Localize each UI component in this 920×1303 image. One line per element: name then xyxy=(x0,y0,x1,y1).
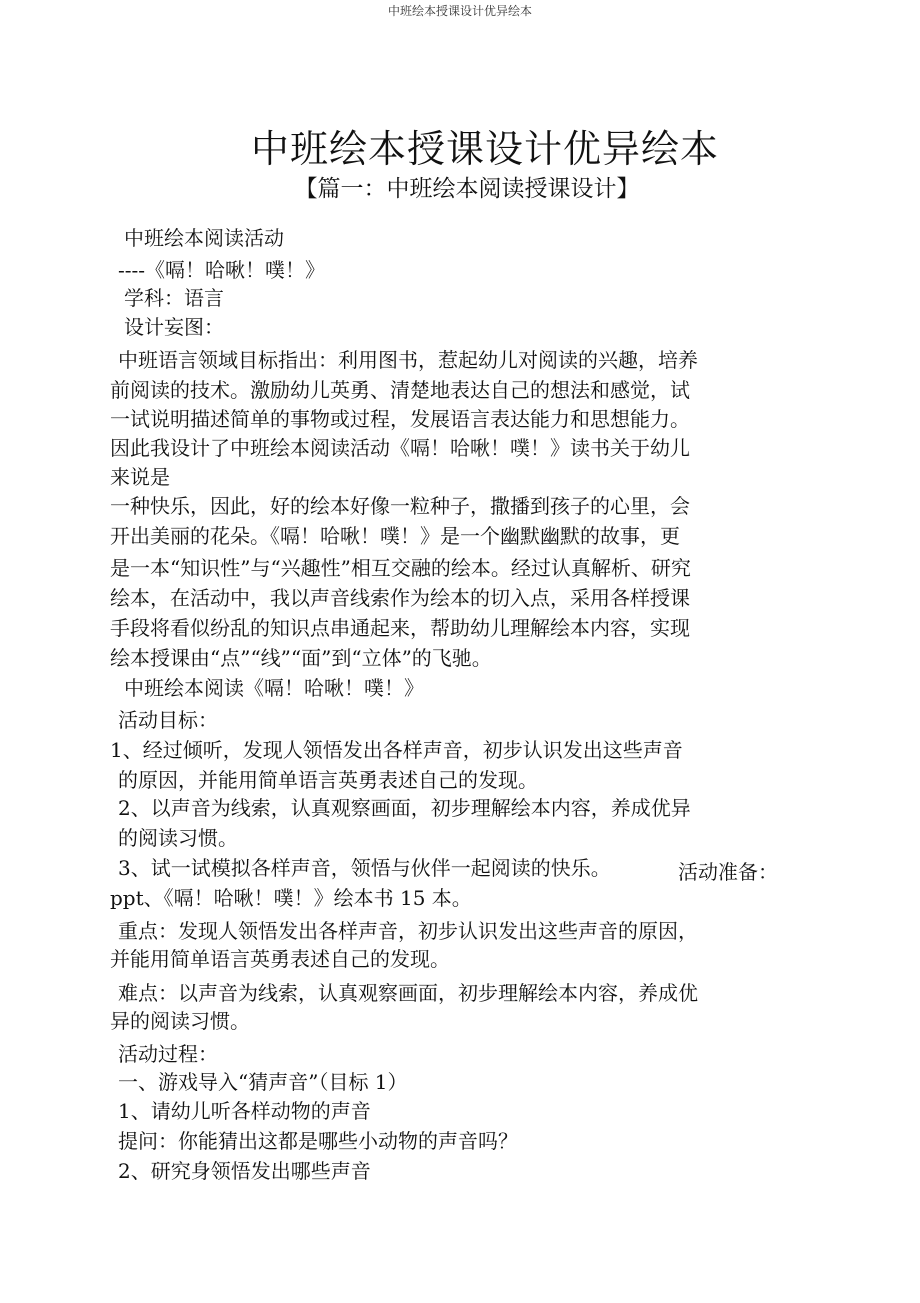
paragraph-line: 前阅读的技术。激励幼儿英勇、清楚地表达自己的想法和感觉，试 xyxy=(110,378,690,402)
paragraph-line: 中班语言领域目标指出：利用图书，惹起幼儿对阅读的兴趣，培养 xyxy=(118,348,698,372)
paragraph-line: 的原因，并能用简单语言英勇表述自己的发现。 xyxy=(118,768,538,792)
paragraph-line: 活动过程： xyxy=(118,1042,218,1066)
paragraph-line: 3、试一试模拟各样声音，领悟与伙伴一起阅读的快乐。 xyxy=(118,856,611,880)
paragraph-line: 开出美丽的花朵。《嗝！哈啾！噗！》是一个幽默幽默的故事，更 xyxy=(110,524,680,548)
paragraph-line: 提问：你能猜出这都是哪些小动物的声音吗？ xyxy=(118,1129,518,1153)
paragraph-line: 来说是 xyxy=(110,465,170,489)
paragraph-line: 绘本授课由“点”“线”“面”到“立体”的飞驰。 xyxy=(110,646,492,670)
paragraph-line: 一种快乐，因此，好的绘本好像一粒种子，撒播到孩子的心里，会 xyxy=(110,494,690,518)
paragraph-line: 2、研究身领悟发出哪些声音 xyxy=(118,1159,371,1183)
paragraph-line: ppt、《嗝！哈啾！噗！》绘本书 15 本。 xyxy=(110,886,472,910)
paragraph-line: 活动目标： xyxy=(118,708,218,732)
paragraph-line: ----《嗝！哈啾！噗！》 xyxy=(118,258,326,282)
paragraph-line: 难点：以声音为线索，认真观察画面，初步理解绘本内容，养成优 xyxy=(118,981,698,1005)
paragraph-line: 活动准备： xyxy=(678,860,778,884)
paragraph-line: 中班绘本阅读活动 xyxy=(124,226,284,250)
paragraph-line: 的阅读习惯。 xyxy=(118,826,238,850)
paragraph-line: 1、请幼儿听各样动物的声音 xyxy=(118,1099,371,1123)
paragraph-line: 重点：发现人领悟发出各样声音，初步认识发出这些声音的原因， xyxy=(118,919,698,943)
paragraph-line: 绘本，在活动中，我以声音线索作为绘本的切入点，采用各样授课 xyxy=(110,586,690,610)
paragraph-line: 设计妄图： xyxy=(124,315,224,339)
paragraph-line: 因此我设计了中班绘本阅读活动《嗝！哈啾！噗！》读书关于幼儿 xyxy=(110,436,690,460)
paragraph-line: 并能用简单语言英勇表述自己的发现。 xyxy=(110,947,450,971)
paragraph-line: 一试说明描述简单的事物或过程，发展语言表达能力和思想能力。 xyxy=(110,407,690,431)
document-title: 中班绘本授课设计优异绘本 xyxy=(250,127,719,171)
paragraph-line: 2、以声音为线索，认真观察画面，初步理解绘本内容，养成优异 xyxy=(118,796,691,820)
paragraph-line: 中班绘本阅读《嗝！哈啾！噗！》 xyxy=(124,676,424,700)
paragraph-line: 一、游戏导入“猜声音”（目标 1） xyxy=(118,1070,408,1094)
document-subtitle: 【篇一：中班绘本阅读授课设计】 xyxy=(294,176,640,202)
paragraph-line: 手段将看似纷乱的知识点串通起来，帮助幼儿理解绘本内容，实现 xyxy=(110,616,690,640)
paragraph-line: 学科：语言 xyxy=(124,286,224,310)
paragraph-line: 异的阅读习惯。 xyxy=(110,1009,250,1033)
paragraph-line: 1、经过倾听，发现人领悟发出各样声音，初步认识发出这些声音 xyxy=(110,738,683,762)
running-header: 中班绘本授课设计优异绘本 xyxy=(387,4,532,18)
paragraph-line: 是一本“知识性”与“兴趣性”相互交融的绘本。经过认真解析、研究 xyxy=(110,556,691,580)
